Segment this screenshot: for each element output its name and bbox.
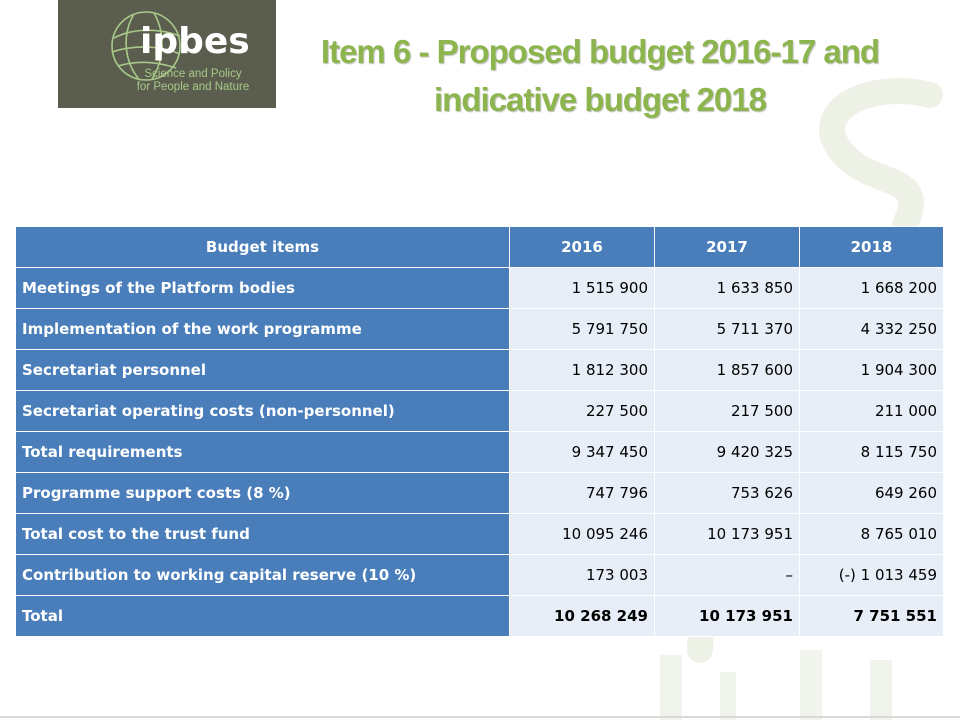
cell-2018: 8 765 010 bbox=[800, 514, 944, 555]
logo-tagline-line1: Science and Policy bbox=[144, 68, 242, 80]
row-label: Contribution to working capital reserve (10 %) bbox=[16, 555, 510, 596]
cell-2016: 10 095 246 bbox=[510, 514, 655, 555]
cell-2017: – bbox=[655, 555, 800, 596]
cell-2016: 173 003 bbox=[510, 555, 655, 596]
cell-2018: 4 332 250 bbox=[800, 309, 944, 350]
slide-title-line1: Item 6 - Proposed budget 2016-17 and bbox=[320, 33, 880, 70]
cell-2016: 1 812 300 bbox=[510, 350, 655, 391]
logo-tagline-line2: for People and Nature bbox=[136, 81, 250, 93]
cell-2017: 753 626 bbox=[655, 473, 800, 514]
table-row bbox=[16, 514, 944, 555]
row-label: Total requirements bbox=[16, 432, 510, 473]
cell-2017: 1 857 600 bbox=[655, 350, 800, 391]
row-label: Meetings of the Platform bodies bbox=[16, 268, 510, 309]
slide-title bbox=[280, 28, 920, 124]
row-label: Programme support costs (8 %) bbox=[16, 473, 510, 514]
row-label: Secretariat operating costs (non-personnel) bbox=[16, 391, 510, 432]
cell-2018: 7 751 551 bbox=[800, 596, 944, 637]
budget-table bbox=[15, 226, 944, 637]
table-row bbox=[16, 473, 944, 514]
logo-wordmark: ipbes bbox=[140, 21, 250, 62]
table-row-total bbox=[16, 596, 944, 637]
row-label: Implementation of the work programme bbox=[16, 309, 510, 350]
cell-2017: 5 711 370 bbox=[655, 309, 800, 350]
cell-2016: 1 515 900 bbox=[510, 268, 655, 309]
table-row bbox=[16, 309, 944, 350]
cell-2017: 10 173 951 bbox=[655, 596, 800, 637]
ipbes-logo bbox=[58, 0, 276, 108]
table-row bbox=[16, 432, 944, 473]
cell-2018: 8 115 750 bbox=[800, 432, 944, 473]
cell-2018: 211 000 bbox=[800, 391, 944, 432]
cell-2018: (-) 1 013 459 bbox=[800, 555, 944, 596]
header-2017: 2017 bbox=[655, 227, 800, 268]
table-header-row bbox=[16, 227, 944, 268]
header-budget-items: Budget items bbox=[16, 227, 510, 268]
header-2018: 2018 bbox=[800, 227, 944, 268]
slide-title-line2: indicative budget 2018 bbox=[434, 81, 766, 118]
cell-2016: 10 268 249 bbox=[510, 596, 655, 637]
cell-2016: 227 500 bbox=[510, 391, 655, 432]
row-label: Total bbox=[16, 596, 510, 637]
cell-2017: 10 173 951 bbox=[655, 514, 800, 555]
header-2016: 2016 bbox=[510, 227, 655, 268]
cell-2017: 1 633 850 bbox=[655, 268, 800, 309]
row-label: Total cost to the trust fund bbox=[16, 514, 510, 555]
cell-2016: 5 791 750 bbox=[510, 309, 655, 350]
table-row bbox=[16, 555, 944, 596]
divider bbox=[0, 716, 960, 718]
logo-tagline bbox=[118, 68, 268, 94]
cell-2016: 9 347 450 bbox=[510, 432, 655, 473]
cell-2018: 649 260 bbox=[800, 473, 944, 514]
cell-2018: 1 668 200 bbox=[800, 268, 944, 309]
cell-2016: 747 796 bbox=[510, 473, 655, 514]
table-row bbox=[16, 350, 944, 391]
table-row bbox=[16, 391, 944, 432]
table-row bbox=[16, 268, 944, 309]
row-label: Secretariat personnel bbox=[16, 350, 510, 391]
cell-2017: 9 420 325 bbox=[655, 432, 800, 473]
cell-2017: 217 500 bbox=[655, 391, 800, 432]
cell-2018: 1 904 300 bbox=[800, 350, 944, 391]
